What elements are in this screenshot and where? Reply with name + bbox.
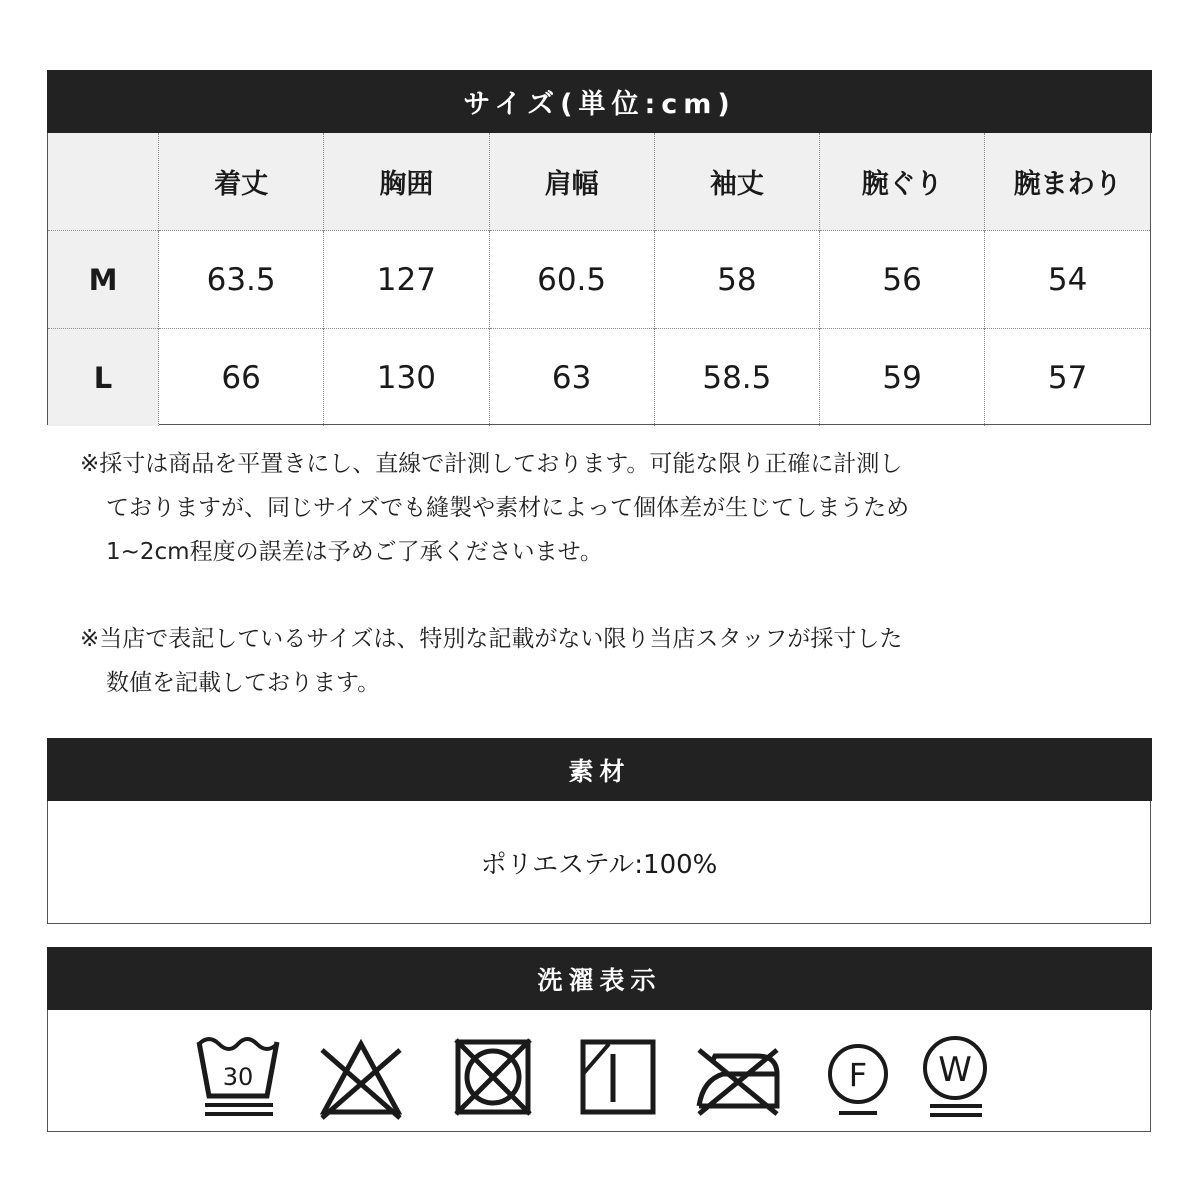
size-section-title: サイズ(単位:cm): [463, 89, 736, 120]
table-row: [48, 231, 1150, 329]
table-cell: 127: [324, 231, 489, 329]
size-table-header-row: [48, 133, 1150, 231]
table-cell: 54: [985, 231, 1150, 329]
no-bleach-icon: [316, 1030, 406, 1122]
header-chest: 胸囲: [324, 133, 489, 231]
size-section-title-bar: [47, 70, 1152, 133]
table-row: [48, 329, 1150, 427]
table-cell: 58.5: [654, 329, 819, 427]
note-line: 1~2cm程度の誤差は予めご了承くださいませ。: [106, 539, 603, 565]
wash-30-gentle-icon: [193, 1030, 283, 1122]
header-sleeve: 袖丈: [654, 133, 819, 231]
material-title: 素材: [568, 756, 631, 786]
table-cell: 63.5: [159, 231, 324, 329]
table-cell: 130: [324, 329, 489, 427]
care-title-bar: [47, 947, 1152, 1010]
table-cell: 57: [985, 329, 1150, 427]
table-cell: 58: [654, 231, 819, 329]
care-title: 洗濯表示: [537, 965, 662, 995]
table-cell: 66: [159, 329, 324, 427]
note-line: ※採寸は商品を平置きにし、直線で計測しております。可能な限り正確に計測し: [80, 451, 903, 477]
wet-clean-letter: W: [938, 1050, 972, 1090]
no-iron-icon: [693, 1030, 783, 1122]
table-cell: 63: [489, 329, 654, 427]
table-cell: 56: [820, 231, 985, 329]
header-armhole: 腕ぐり: [820, 133, 985, 231]
size-label-m: M: [48, 231, 159, 329]
line-dry-shade-icon: [573, 1030, 663, 1122]
material-box: [47, 801, 1151, 924]
size-source-note: [80, 617, 1080, 705]
dry-clean-f-icon: [813, 1030, 903, 1122]
wet-clean-w-gentle-icon: [910, 1030, 1000, 1122]
material-text: ポリエステル:100%: [480, 849, 718, 880]
size-table: [47, 133, 1151, 425]
wash-temp-label: 30: [222, 1063, 254, 1091]
note-line: ※当店で表記しているサイズは、特別な記載がない限り当店スタッフが採寸した: [80, 626, 903, 652]
header-length: 着丈: [159, 133, 324, 231]
no-tumble-dry-icon: [448, 1030, 538, 1122]
material-title-bar: [47, 738, 1152, 801]
size-table-corner-cell: [48, 133, 159, 231]
table-cell: 60.5: [489, 231, 654, 329]
dry-clean-letter: F: [848, 1056, 868, 1094]
care-symbols-box: [47, 1010, 1151, 1132]
note-line: 数値を記載しております。: [106, 670, 381, 696]
size-label-l: L: [48, 329, 159, 427]
table-cell: 59: [820, 329, 985, 427]
header-shoulder: 肩幅: [489, 133, 654, 231]
note-line: ておりますが、同じサイズでも縫製や素材によって個体差が生じてしまうため: [106, 495, 910, 521]
header-arm-circumference: 腕まわり: [985, 133, 1150, 231]
measurement-note: [80, 442, 1080, 574]
